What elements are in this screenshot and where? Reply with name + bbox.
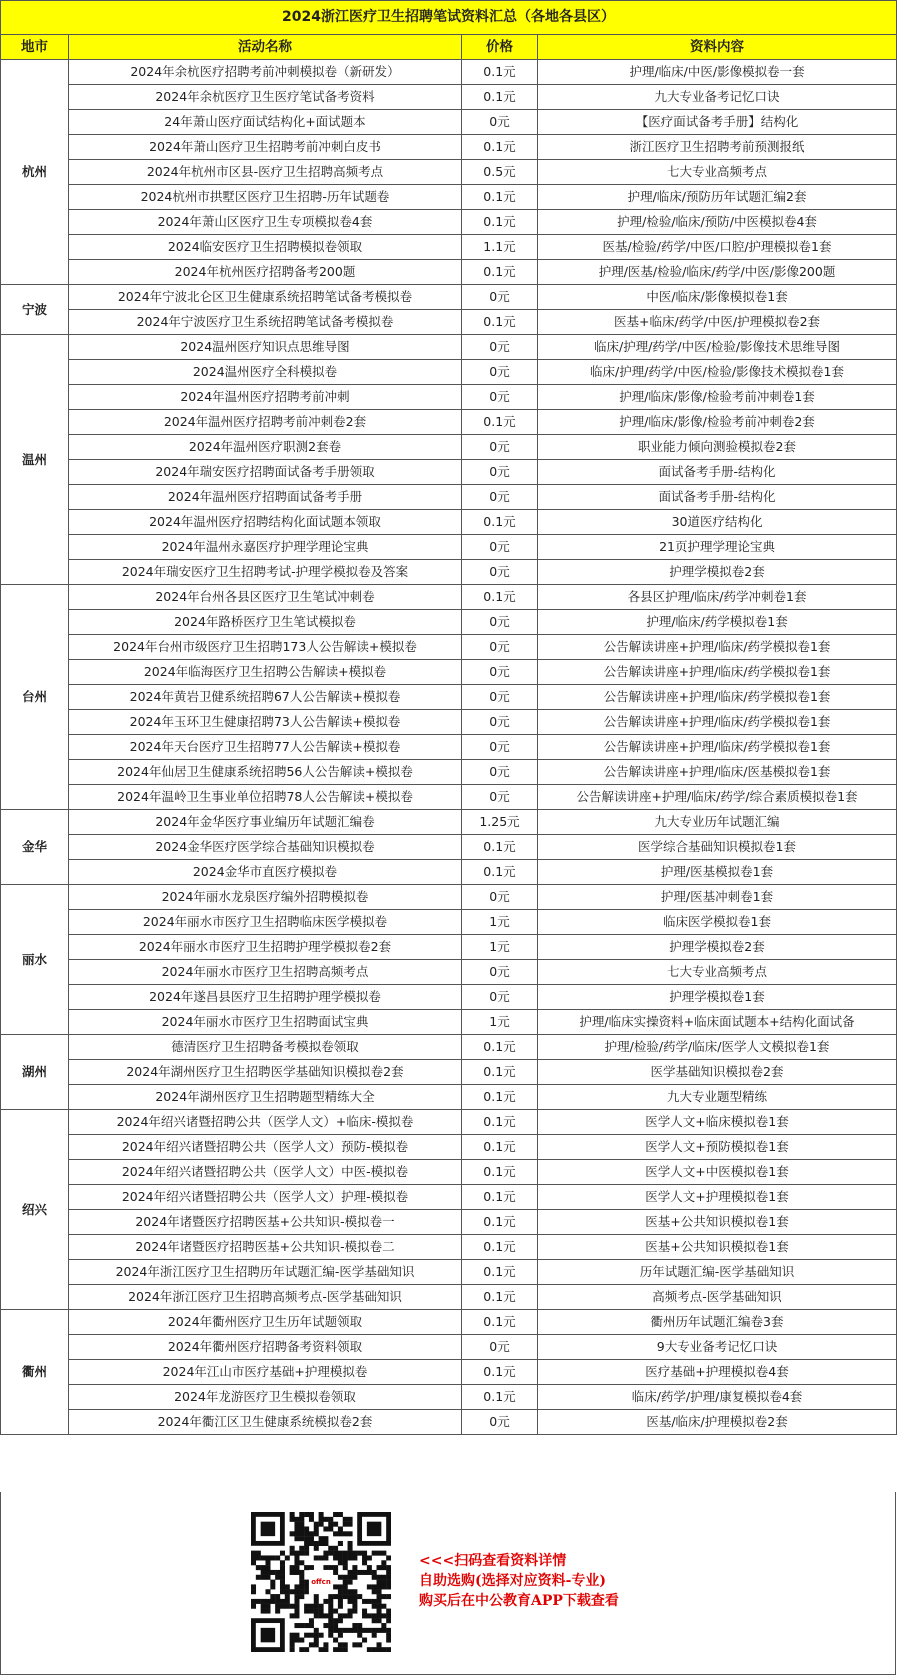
activity-name-cell: 2024临安医疗卫生招聘模拟卷领取 (69, 235, 462, 260)
table-row (1, 135, 897, 160)
table-row (1, 110, 897, 135)
content-cell: 护理学模拟卷1套 (538, 985, 897, 1010)
price-cell: 0.1元 (462, 1135, 538, 1160)
price-cell: 0.1元 (462, 1160, 538, 1185)
price-cell: 0.1元 (462, 1235, 538, 1260)
price-cell: 0.1元 (462, 410, 538, 435)
activity-name-cell: 2024年临海医疗卫生招聘公告解读+模拟卷 (69, 660, 462, 685)
region-cell: 温州 (1, 335, 69, 585)
table-row (1, 1410, 897, 1435)
price-cell: 0.1元 (462, 260, 538, 285)
price-cell: 0元 (462, 1335, 538, 1360)
content-cell: 历年试题汇编-医学基础知识 (538, 1260, 897, 1285)
content-cell: 公告解读讲座+护理/临床/药学模拟卷1套 (538, 635, 897, 660)
activity-name-cell: 2024年温州医疗职测2套卷 (69, 435, 462, 460)
price-cell: 0.1元 (462, 1260, 538, 1285)
activity-name-cell: 2024年湖州医疗卫生招聘医学基础知识模拟卷2套 (69, 1060, 462, 1085)
price-cell: 0元 (462, 435, 538, 460)
content-cell: 公告解读讲座+护理/临床/医基模拟卷1套 (538, 760, 897, 785)
content-cell: 医学人文+中医模拟卷1套 (538, 1160, 897, 1185)
table-row (1, 785, 897, 810)
activity-name-cell: 2024年温岭卫生事业单位招聘78人公告解读+模拟卷 (69, 785, 462, 810)
price-cell: 0元 (462, 985, 538, 1010)
content-cell: 【医疗面试备考手册】结构化 (538, 110, 897, 135)
region-cell: 绍兴 (1, 1110, 69, 1310)
content-cell: 医学人文+临床模拟卷1套 (538, 1110, 897, 1135)
price-cell: 0.1元 (462, 310, 538, 335)
table-row (1, 535, 897, 560)
price-cell: 0元 (462, 460, 538, 485)
activity-name-cell: 2024年丽水市医疗卫生招聘面试宝典 (69, 1010, 462, 1035)
activity-name-cell: 2024年诸暨医疗招聘医基+公共知识-模拟卷一 (69, 1210, 462, 1235)
header-row (1, 35, 897, 60)
price-cell: 1元 (462, 1010, 538, 1035)
activity-name-cell: 2024金华医疗医学综合基础知识模拟卷 (69, 835, 462, 860)
price-cell: 0.1元 (462, 1360, 538, 1385)
activity-name-cell: 2024年湖州医疗卫生招聘题型精练大全 (69, 1085, 462, 1110)
table-row (1, 935, 897, 960)
price-cell: 0元 (462, 335, 538, 360)
content-cell: 面试备考手册-结构化 (538, 460, 897, 485)
table-row (1, 360, 897, 385)
activity-name-cell: 2024温州医疗全科模拟卷 (69, 360, 462, 385)
table-row (1, 285, 897, 310)
content-cell: 公告解读讲座+护理/临床/药学模拟卷1套 (538, 735, 897, 760)
content-cell: 公告解读讲座+护理/临床/药学/综合素质模拟卷1套 (538, 785, 897, 810)
activity-name-cell: 2024年温州医疗招聘面试备考手册 (69, 485, 462, 510)
content-cell: 护理/临床/中医/影像模拟卷一套 (538, 60, 897, 85)
price-cell: 0元 (462, 285, 538, 310)
price-cell: 0元 (462, 385, 538, 410)
activity-name-cell: 2024年温州医疗招聘考前冲刺卷2套 (69, 410, 462, 435)
price-cell: 0.1元 (462, 185, 538, 210)
price-cell: 0.1元 (462, 1035, 538, 1060)
price-cell: 0元 (462, 785, 538, 810)
activity-name-cell: 2024年绍兴诸暨招聘公共（医学人文）+临床-模拟卷 (69, 1110, 462, 1135)
activity-name-cell: 2024年余杭医疗卫生医疗笔试备考资料 (69, 85, 462, 110)
price-cell: 0元 (462, 760, 538, 785)
content-cell: 护理/临床/影像/检验考前冲刺卷2套 (538, 410, 897, 435)
qr-logo-text: offcn (311, 1578, 331, 1586)
content-cell: 护理/临床/药学模拟卷1套 (538, 610, 897, 635)
qr-code-icon[interactable] (251, 1512, 391, 1652)
activity-name-cell: 2024年天台医疗卫生招聘77人公告解读+模拟卷 (69, 735, 462, 760)
table-row (1, 235, 897, 260)
table-row (1, 1160, 897, 1185)
content-cell: 面试备考手册-结构化 (538, 485, 897, 510)
content-cell: 七大专业高频考点 (538, 960, 897, 985)
table-row (1, 1310, 897, 1335)
price-cell: 0元 (462, 710, 538, 735)
activity-name-cell: 2024年温州永嘉医疗护理学理论宝典 (69, 535, 462, 560)
activity-name-cell: 2024年瑞安医疗卫生招聘考试-护理学模拟卷及答案 (69, 560, 462, 585)
table-row (1, 910, 897, 935)
table-row (1, 1235, 897, 1260)
price-cell: 0.1元 (462, 135, 538, 160)
content-cell: 护理/医基冲刺卷1套 (538, 885, 897, 910)
price-cell: 1.1元 (462, 235, 538, 260)
table-row (1, 185, 897, 210)
activity-name-cell: 2024年遂昌县医疗卫生招聘护理学模拟卷 (69, 985, 462, 1010)
activity-name-cell: 2024年台州各县区医疗卫生笔试冲刺卷 (69, 585, 462, 610)
activity-name-cell: 2024年绍兴诸暨招聘公共（医学人文）护理-模拟卷 (69, 1185, 462, 1210)
content-cell: 护理/医基模拟卷1套 (538, 860, 897, 885)
content-cell: 护理/临床实操资料+临床面试题本+结构化面试备 (538, 1010, 897, 1035)
price-cell: 0.5元 (462, 160, 538, 185)
content-cell: 护理/检验/临床/预防/中医模拟卷4套 (538, 210, 897, 235)
table-row (1, 1035, 897, 1060)
content-cell: 临床/护理/药学/中医/检验/影像技术模拟卷1套 (538, 360, 897, 385)
price-cell: 0.1元 (462, 835, 538, 860)
table-row (1, 835, 897, 860)
column-header-price: 价格 (462, 35, 538, 60)
price-cell: 0元 (462, 1410, 538, 1435)
promo-line-select: 自助选购(选择对应资料-专业) (419, 1573, 607, 1589)
activity-name-cell: 2024年萧山区医疗卫生专项模拟卷4套 (69, 210, 462, 235)
price-cell: 0.1元 (462, 860, 538, 885)
price-cell: 0元 (462, 485, 538, 510)
table-row (1, 260, 897, 285)
column-header-region: 地市 (1, 35, 69, 60)
content-cell: 医基+公共知识模拟卷1套 (538, 1210, 897, 1235)
price-cell: 0元 (462, 635, 538, 660)
region-cell: 丽水 (1, 885, 69, 1035)
activity-name-cell: 2024年宁波医疗卫生系统招聘笔试备考模拟卷 (69, 310, 462, 335)
content-cell: 中医/临床/影像模拟卷1套 (538, 285, 897, 310)
price-cell: 0元 (462, 685, 538, 710)
content-cell: 护理/检验/药学/临床/医学人文模拟卷1套 (538, 1035, 897, 1060)
activity-name-cell: 2024温州医疗知识点思维导图 (69, 335, 462, 360)
activity-name-cell: 2024年衢州医疗卫生历年试题领取 (69, 1310, 462, 1335)
activity-name-cell: 2024年宁波北仑区卫生健康系统招聘笔试备考模拟卷 (69, 285, 462, 310)
table-row (1, 710, 897, 735)
table-row (1, 460, 897, 485)
promo-footer (0, 1492, 896, 1675)
price-cell: 0元 (462, 610, 538, 635)
content-cell: 医学人文+护理模拟卷1套 (538, 1185, 897, 1210)
activity-name-cell: 2024年余杭医疗招聘考前冲刺模拟卷（新研发） (69, 60, 462, 85)
price-cell: 0元 (462, 735, 538, 760)
activity-name-cell: 2024年玉环卫生健康招聘73人公告解读+模拟卷 (69, 710, 462, 735)
content-cell: 医基/临床/护理模拟卷2套 (538, 1410, 897, 1435)
activity-name-cell: 2024年衢江区卫生健康系统模拟卷2套 (69, 1410, 462, 1435)
activity-name-cell: 2024年丽水市医疗卫生招聘护理学模拟卷2套 (69, 935, 462, 960)
region-cell: 杭州 (1, 60, 69, 285)
price-cell: 0.1元 (462, 85, 538, 110)
content-cell: 临床医学模拟卷1套 (538, 910, 897, 935)
table-row (1, 1360, 897, 1385)
activity-name-cell: 2024年路桥医疗卫生笔试模拟卷 (69, 610, 462, 635)
table-row (1, 1085, 897, 1110)
table-row (1, 160, 897, 185)
price-cell: 0.1元 (462, 1110, 538, 1135)
price-cell: 0.1元 (462, 1285, 538, 1310)
content-cell: 临床/护理/药学/中医/检验/影像技术思维导图 (538, 335, 897, 360)
table-row (1, 685, 897, 710)
page-title: 2024浙江医疗卫生招聘笔试资料汇总（各地各县区） (1, 1, 897, 35)
content-cell: 护理学模拟卷2套 (538, 935, 897, 960)
content-cell: 公告解读讲座+护理/临床/药学模拟卷1套 (538, 710, 897, 735)
table-row (1, 810, 897, 835)
activity-name-cell: 2024年黄岩卫健系统招聘67人公告解读+模拟卷 (69, 685, 462, 710)
activity-name-cell: 2024年绍兴诸暨招聘公共（医学人文）中医-模拟卷 (69, 1160, 462, 1185)
price-cell: 0.1元 (462, 1085, 538, 1110)
activity-name-cell: 2024年龙游医疗卫生模拟卷领取 (69, 1385, 462, 1410)
content-cell: 医学基础知识模拟卷2套 (538, 1060, 897, 1085)
price-cell: 0.1元 (462, 210, 538, 235)
activity-name-cell: 2024年金华医疗事业编历年试题汇编卷 (69, 810, 462, 835)
activity-name-cell: 2024年衢州医疗招聘备考资料领取 (69, 1335, 462, 1360)
table-row (1, 1010, 897, 1035)
activity-name-cell: 2024年丽水市医疗卫生招聘临床医学模拟卷 (69, 910, 462, 935)
price-cell: 0.1元 (462, 585, 538, 610)
table-row (1, 860, 897, 885)
table-row (1, 660, 897, 685)
content-cell: 浙江医疗卫生招聘考前预测报纸 (538, 135, 897, 160)
table-row (1, 1060, 897, 1085)
table-row (1, 885, 897, 910)
activity-name-cell: 2024年台州市级医疗卫生招聘173人公告解读+模拟卷 (69, 635, 462, 660)
price-cell: 0元 (462, 660, 538, 685)
activity-name-cell: 德清医疗卫生招聘备考模拟卷领取 (69, 1035, 462, 1060)
table-row (1, 310, 897, 335)
activity-name-cell: 2024年温州医疗招聘结构化面试题本领取 (69, 510, 462, 535)
table-row (1, 1385, 897, 1410)
table-row (1, 485, 897, 510)
region-cell: 宁波 (1, 285, 69, 335)
column-header-name: 活动名称 (69, 35, 462, 60)
content-cell: 护理/医基/检验/临床/药学/中医/影像200题 (538, 260, 897, 285)
activity-name-cell: 2024年绍兴诸暨招聘公共（医学人文）预防-模拟卷 (69, 1135, 462, 1160)
price-cell: 0元 (462, 885, 538, 910)
region-cell: 衢州 (1, 1310, 69, 1435)
price-cell: 0.1元 (462, 1310, 538, 1335)
region-cell: 金华 (1, 810, 69, 885)
content-cell: 医基+临床/药学/中医/护理模拟卷2套 (538, 310, 897, 335)
price-cell: 0元 (462, 360, 538, 385)
table-row (1, 1285, 897, 1310)
price-cell: 0.1元 (462, 510, 538, 535)
activity-name-cell: 2024金华市直医疗模拟卷 (69, 860, 462, 885)
table-row (1, 560, 897, 585)
price-cell: 1.25元 (462, 810, 538, 835)
table-row (1, 735, 897, 760)
content-cell: 医基/检验/药学/中医/口腔/护理模拟卷1套 (538, 235, 897, 260)
content-cell: 30道医疗结构化 (538, 510, 897, 535)
content-cell: 九大专业备考记忆口诀 (538, 85, 897, 110)
price-cell: 0元 (462, 110, 538, 135)
table-row (1, 760, 897, 785)
table-row (1, 1210, 897, 1235)
price-cell: 0.1元 (462, 1210, 538, 1235)
price-cell: 1元 (462, 935, 538, 960)
activity-name-cell: 2024年杭州市区县-医疗卫生招聘高频考点 (69, 160, 462, 185)
table-row (1, 510, 897, 535)
activity-name-cell: 2024年浙江医疗卫生招聘高频考点-医学基础知识 (69, 1285, 462, 1310)
table-row (1, 410, 897, 435)
table-row (1, 60, 897, 85)
table-row (1, 985, 897, 1010)
table-row (1, 1110, 897, 1135)
activity-name-cell: 2024年瑞安医疗招聘面试备考手册领取 (69, 460, 462, 485)
content-cell: 职业能力倾向测验模拟卷2套 (538, 435, 897, 460)
table-row (1, 85, 897, 110)
content-cell: 衢州历年试题汇编卷3套 (538, 1310, 897, 1335)
activity-name-cell: 2024年丽水龙泉医疗编外招聘模拟卷 (69, 885, 462, 910)
activity-name-cell: 2024年诸暨医疗招聘医基+公共知识-模拟卷二 (69, 1235, 462, 1260)
title-row (1, 1, 897, 35)
table-row (1, 385, 897, 410)
region-cell: 湖州 (1, 1035, 69, 1110)
content-cell: 高频考点-医学基础知识 (538, 1285, 897, 1310)
activity-name-cell: 2024年仙居卫生健康系统招聘56人公告解读+模拟卷 (69, 760, 462, 785)
price-cell: 0元 (462, 535, 538, 560)
column-header-content: 资料内容 (538, 35, 897, 60)
content-cell: 医疗基础+护理模拟卷4套 (538, 1360, 897, 1385)
activity-name-cell: 2024年杭州医疗招聘备考200题 (69, 260, 462, 285)
promo-line-scan: <<<扫码查看资料详情 (419, 1553, 567, 1569)
content-cell: 医基+公共知识模拟卷1套 (538, 1235, 897, 1260)
content-cell: 各县区护理/临床/药学冲刺卷1套 (538, 585, 897, 610)
table-row (1, 435, 897, 460)
content-cell: 公告解读讲座+护理/临床/药学模拟卷1套 (538, 660, 897, 685)
table-row (1, 960, 897, 985)
activity-name-cell: 2024年江山市医疗基础+护理模拟卷 (69, 1360, 462, 1385)
price-cell: 0.1元 (462, 1385, 538, 1410)
content-cell: 护理/临床/预防历年试题汇编2套 (538, 185, 897, 210)
content-cell: 公告解读讲座+护理/临床/药学模拟卷1套 (538, 685, 897, 710)
activity-name-cell: 2024年浙江医疗卫生招聘历年试题汇编-医学基础知识 (69, 1260, 462, 1285)
price-cell: 1元 (462, 910, 538, 935)
price-cell: 0.1元 (462, 1060, 538, 1085)
activity-name-cell: 2024杭州市拱墅区医疗卫生招聘-历年试题卷 (69, 185, 462, 210)
content-cell: 9大专业备考记忆口诀 (538, 1335, 897, 1360)
promo-text (419, 1551, 619, 1611)
content-cell: 护理学模拟卷2套 (538, 560, 897, 585)
table-row (1, 1185, 897, 1210)
table-row (1, 635, 897, 660)
table-row (1, 1135, 897, 1160)
content-cell: 九大专业题型精练 (538, 1085, 897, 1110)
price-cell: 0元 (462, 960, 538, 985)
table-row (1, 585, 897, 610)
price-cell: 0.1元 (462, 1185, 538, 1210)
content-cell: 临床/药学/护理/康复模拟卷4套 (538, 1385, 897, 1410)
table-row (1, 210, 897, 235)
price-cell: 0.1元 (462, 60, 538, 85)
promo-line-download: 购买后在中公教育APP下载查看 (419, 1593, 619, 1609)
table-row (1, 335, 897, 360)
activity-name-cell: 2024年丽水市医疗卫生招聘高频考点 (69, 960, 462, 985)
table-row (1, 610, 897, 635)
content-cell: 医学人文+预防模拟卷1套 (538, 1135, 897, 1160)
content-cell: 护理/临床/影像/检验考前冲刺卷1套 (538, 385, 897, 410)
content-cell: 七大专业高频考点 (538, 160, 897, 185)
region-cell: 台州 (1, 585, 69, 810)
table-row (1, 1335, 897, 1360)
content-cell: 九大专业历年试题汇编 (538, 810, 897, 835)
content-cell: 医学综合基础知识模拟卷1套 (538, 835, 897, 860)
price-cell: 0元 (462, 560, 538, 585)
content-cell: 21页护理学理论宝典 (538, 535, 897, 560)
activity-name-cell: 2024年温州医疗招聘考前冲刺 (69, 385, 462, 410)
activity-name-cell: 24年萧山医疗面试结构化+面试题本 (69, 110, 462, 135)
table-row (1, 1260, 897, 1285)
activity-name-cell: 2024年萧山医疗卫生招聘考前冲刺白皮书 (69, 135, 462, 160)
